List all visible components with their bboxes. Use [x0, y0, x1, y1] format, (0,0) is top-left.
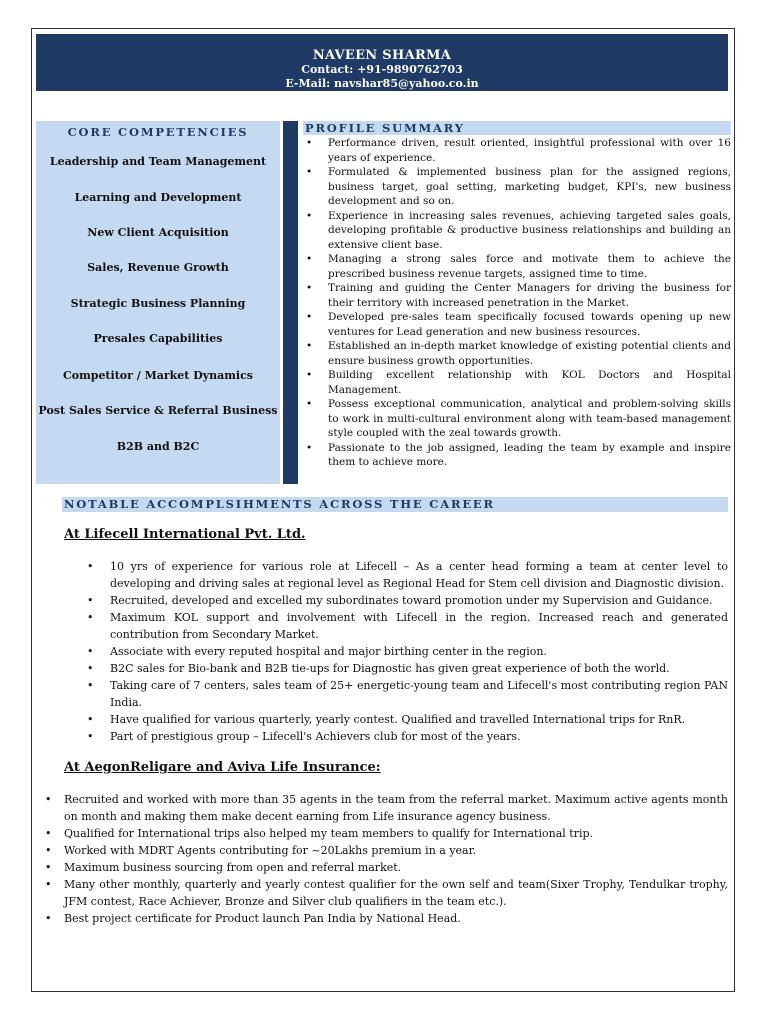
competency-item: Learning and Development — [74, 191, 242, 204]
list-item: • Have qualified for various quarterly, yearly contest. Qualified and travelled International trips for RnR. — [87, 711, 728, 728]
accomplishments-title: NOTABLE ACCOMPLSIHMENTS ACROSS THE CAREER — [62, 497, 728, 512]
list-item: • Taking care of 7 centers, sales team of 25+ energetic-young team and Lifecell's most contributing region PAN India. — [87, 677, 728, 711]
list-item: • Managing a strong sales force and motivate them to achieve the prescribed business revenue targets, assigned time to time. — [306, 252, 731, 281]
list-item: • Recruited and worked with more than 35 agents in the team from the referral market. Maximum active agents month on month and making them make decent earning from Life insurance agency business. — [45, 791, 728, 825]
list-item: • Building excellent relationship with KOL Doctors and Hospital Management. — [306, 368, 731, 397]
contact-email: E-Mail: navshar85@yahoo.co.in — [285, 77, 479, 90]
list-item: • Maximum business sourcing from open and referral market. — [45, 859, 728, 876]
competency-item: Presales Capabilities — [93, 332, 223, 345]
lifecell-accomplishments-list — [87, 558, 728, 745]
header-banner — [36, 34, 728, 91]
competency-item: Competitor / Market Dynamics — [63, 369, 253, 382]
list-item: • Developed pre-sales team specifically focused towards opening up new ventures for Lead generation and new business resources. — [306, 310, 731, 339]
competency-item: Strategic Business Planning — [70, 297, 246, 310]
list-item: • Training and guiding the Center Managers for driving the business for their territory with increased penetration in the Market. — [306, 281, 731, 310]
list-item: • Recruited, developed and excelled my subordinates toward promotion under my Supervision and Guidance. — [87, 592, 728, 609]
list-item: • Worked with MDRT Agents contributing for ~20Lakhs premium in a year. — [45, 842, 728, 859]
list-item: • B2C sales for Bio-bank and B2B tie-ups for Diagnostic has given great experience of both the world. — [87, 660, 728, 677]
list-item: • Established an in-depth market knowledge of existing potential clients and ensure business growth opportunities. — [306, 339, 731, 368]
list-item: • Associate with every reputed hospital and major birthing center in the region. — [87, 643, 728, 660]
competency-item: B2B and B2C — [116, 440, 200, 453]
company-heading-aegon: At AegonReligare and Aviva Life Insurance: — [64, 760, 381, 775]
contact-phone: Contact: +91-9890762703 — [301, 63, 463, 76]
list-item: • Experience in increasing sales revenues, achieving targeted sales goals, developing profitable & productive business relationships and building an extensive client base. — [306, 209, 731, 253]
company-heading-lifecell: At Lifecell International Pvt. Ltd. — [64, 527, 306, 542]
aegon-accomplishments-list — [45, 791, 728, 927]
core-competencies-panel — [36, 121, 280, 484]
divider-bar — [283, 121, 298, 484]
candidate-name: NAVEEN SHARMA — [312, 48, 452, 63]
list-item: • Possess exceptional communication, analytical and problem-solving skills to work in multi-cultural environment along with team-based management style coupled with the zeal towards growth. — [306, 397, 731, 441]
profile-summary-title: PROFILE SUMMARY — [303, 121, 731, 135]
list-item: • Passionate to the job assigned, leading the team by example and inspire them to achieve more. — [306, 441, 731, 470]
list-item: • Performance driven, result oriented, insightful professional with over 16 years of experience. — [306, 136, 731, 165]
list-item: • Part of prestigious group – Lifecell's Achievers club for most of the years. — [87, 728, 728, 745]
profile-summary-list — [306, 136, 731, 470]
competency-item: Sales, Revenue Growth — [87, 261, 229, 274]
list-item: • 10 yrs of experience for various role at Lifecell – As a center head forming a team at center level to developing and driving sales at regional level as Regional Head for Stem cell division and Diagnostic division. — [87, 558, 728, 592]
competency-item: Post Sales Service & Referral Business — [38, 404, 278, 417]
list-item: • Qualified for International trips also helped my team members to qualify for International trip. — [45, 825, 728, 842]
list-item: • Formulated & implemented business plan for the assigned regions, business target, goal setting, marketing budget, KPI's, new business development and so on. — [306, 165, 731, 209]
list-item: • Many other monthly, quarterly and yearly contest qualifier for the own self and team(Sixer Trophy, Tendulkar trophy, JFM contest, Race Achiever, Bronze and Silver club qualifiers in the team etc.). — [45, 876, 728, 910]
list-item: • Maximum KOL support and involvement with Lifecell in the region. Increased reach and generated contribution from Secondary Market. — [87, 609, 728, 643]
core-competencies-title: CORE COMPETENCIES — [67, 125, 249, 139]
competency-item: Leadership and Team Management — [49, 155, 267, 168]
list-item: • Best project certificate for Product launch Pan India by National Head. — [45, 910, 728, 927]
competency-item: New Client Acquisition — [87, 226, 229, 239]
